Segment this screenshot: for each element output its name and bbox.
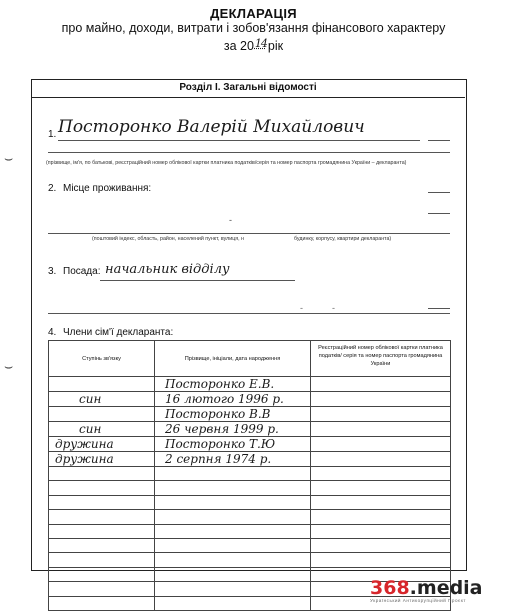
- person-cell: [155, 495, 311, 509]
- col-person: Прізвище, ініціали, дата народження: [155, 341, 311, 377]
- relation-cell: [49, 467, 155, 481]
- watermark-brand: [370, 578, 502, 598]
- document-title: ДЕКЛАРАЦІЯ: [210, 6, 297, 21]
- year-suffix: рік: [267, 39, 284, 53]
- item3-line: [100, 280, 295, 281]
- relation-cell: [49, 510, 155, 524]
- person-cell: [155, 481, 311, 495]
- col-relation: Ступінь зв'язку: [49, 341, 155, 377]
- table-row: [49, 452, 451, 467]
- taxid-cell: [311, 553, 451, 567]
- item1-line-end: [428, 140, 450, 141]
- person-cell: [155, 567, 311, 581]
- watermark-suffix: .media: [409, 577, 483, 599]
- person-cell: [155, 510, 311, 524]
- table-row: [49, 467, 451, 481]
- item2-dash: -: [229, 215, 232, 225]
- taxid-cell: [311, 467, 451, 481]
- item3-handwritten-position: начальник відділу: [105, 262, 230, 277]
- taxid-cell: [311, 495, 451, 509]
- person-cell: [155, 467, 311, 481]
- watermark-logo: [370, 578, 502, 608]
- item4-number: 4.: [48, 327, 57, 338]
- taxid-cell: [311, 437, 451, 452]
- person-cell: [155, 538, 311, 552]
- taxid-cell: [311, 538, 451, 552]
- item1-handwritten-name: Посторонко Валерій Михайлович: [58, 117, 365, 137]
- table-row: [49, 481, 451, 495]
- relation-cell: [49, 582, 155, 596]
- item2-caption-right: будинку, корпусу, квартири декларанта): [294, 236, 392, 242]
- punch-mark-bottom: ⌣: [4, 358, 14, 374]
- relation-cell: [49, 596, 155, 610]
- taxid-cell: [311, 392, 451, 407]
- person-cell: [155, 524, 311, 538]
- year-prefix: за 20: [223, 39, 254, 53]
- table-row: [49, 510, 451, 524]
- item2-caption-left: (поштовий індекс, область, район, населений пункт, вулиця, н: [92, 236, 244, 242]
- item4-label: Члени сім'ї декларанта:: [63, 327, 174, 338]
- taxid-cell: [311, 407, 451, 422]
- relation-cell: [49, 481, 155, 495]
- person-cell: [155, 553, 311, 567]
- redaction-patch: [276, 236, 294, 244]
- relation-cell: [49, 567, 155, 581]
- person-cell: 16 лютого 1996 р.: [155, 392, 311, 407]
- punch-mark-top: ⌣: [4, 150, 14, 166]
- item2-label: Місце проживання:: [63, 183, 152, 194]
- taxid-cell: [311, 524, 451, 538]
- table-row: [49, 392, 451, 407]
- relation-cell: [49, 407, 155, 422]
- item3-number: 3.: [48, 266, 57, 277]
- table-row: [49, 422, 451, 437]
- year-handwritten: 14: [254, 37, 267, 50]
- taxid-cell: [311, 481, 451, 495]
- person-cell: 2 серпня 1974 р.: [155, 452, 311, 467]
- family-table-header: [49, 341, 451, 377]
- person-cell: Посторонко В.В: [155, 407, 311, 422]
- taxid-cell: [311, 422, 451, 437]
- item1-line: [58, 140, 420, 141]
- relation-cell: син: [49, 392, 155, 407]
- watermark-number: 368: [370, 577, 410, 599]
- item3-line2: [48, 313, 450, 314]
- relation-cell: дружина: [49, 452, 155, 467]
- watermark-tagline: Український Антикорупційний Проєкт: [370, 598, 467, 603]
- table-row: [49, 437, 451, 452]
- item3-dash: -: [300, 303, 303, 313]
- table-row: [49, 495, 451, 509]
- person-cell: Посторонко Е.В.: [155, 377, 311, 392]
- relation-cell: [49, 495, 155, 509]
- taxid-cell: [311, 510, 451, 524]
- item3-label: Посада:: [63, 266, 101, 277]
- redaction-block: [296, 256, 450, 316]
- family-table: [48, 340, 451, 611]
- item1-caption: (прізвище, ім'я, по батькові, реєстраційний номер облікової картки платника податків/серія та номер паспорта громадянина України – декларанта): [46, 160, 407, 166]
- relation-cell: син: [49, 422, 155, 437]
- person-cell: 26 червня 1999 р.: [155, 422, 311, 437]
- section-title: Розділ І. Загальні відомості: [31, 79, 465, 98]
- item3-dash2: -: [332, 303, 335, 313]
- person-cell: [155, 596, 311, 610]
- taxid-cell: [311, 377, 451, 392]
- item1-number: 1.: [48, 129, 57, 140]
- relation-cell: [49, 377, 155, 392]
- document-subtitle: про майно, доходи, витрати і зобов'язання фінансового характеру: [61, 21, 446, 35]
- table-row: [49, 553, 451, 567]
- document-year-line: [0, 37, 507, 53]
- person-cell: [155, 582, 311, 596]
- item3-line-end: [428, 308, 450, 309]
- col-taxid: Реєстраційний номер облікової картки платника податків/ серія та номер паспорта громадянина України: [311, 341, 451, 377]
- item2-line-end2: [428, 213, 450, 214]
- person-cell: Посторонко Т.Ю: [155, 437, 311, 452]
- relation-cell: дружина: [49, 437, 155, 452]
- relation-cell: [49, 553, 155, 567]
- item2-line: [48, 233, 450, 234]
- table-row: [49, 377, 451, 392]
- relation-cell: [49, 524, 155, 538]
- relation-cell: [49, 538, 155, 552]
- table-row: [49, 407, 451, 422]
- item2-line-end: [428, 192, 450, 193]
- item1-line2: [48, 152, 450, 153]
- item2-number: 2.: [48, 183, 57, 194]
- table-row: [49, 538, 451, 552]
- taxid-cell: [311, 452, 451, 467]
- table-row: [49, 524, 451, 538]
